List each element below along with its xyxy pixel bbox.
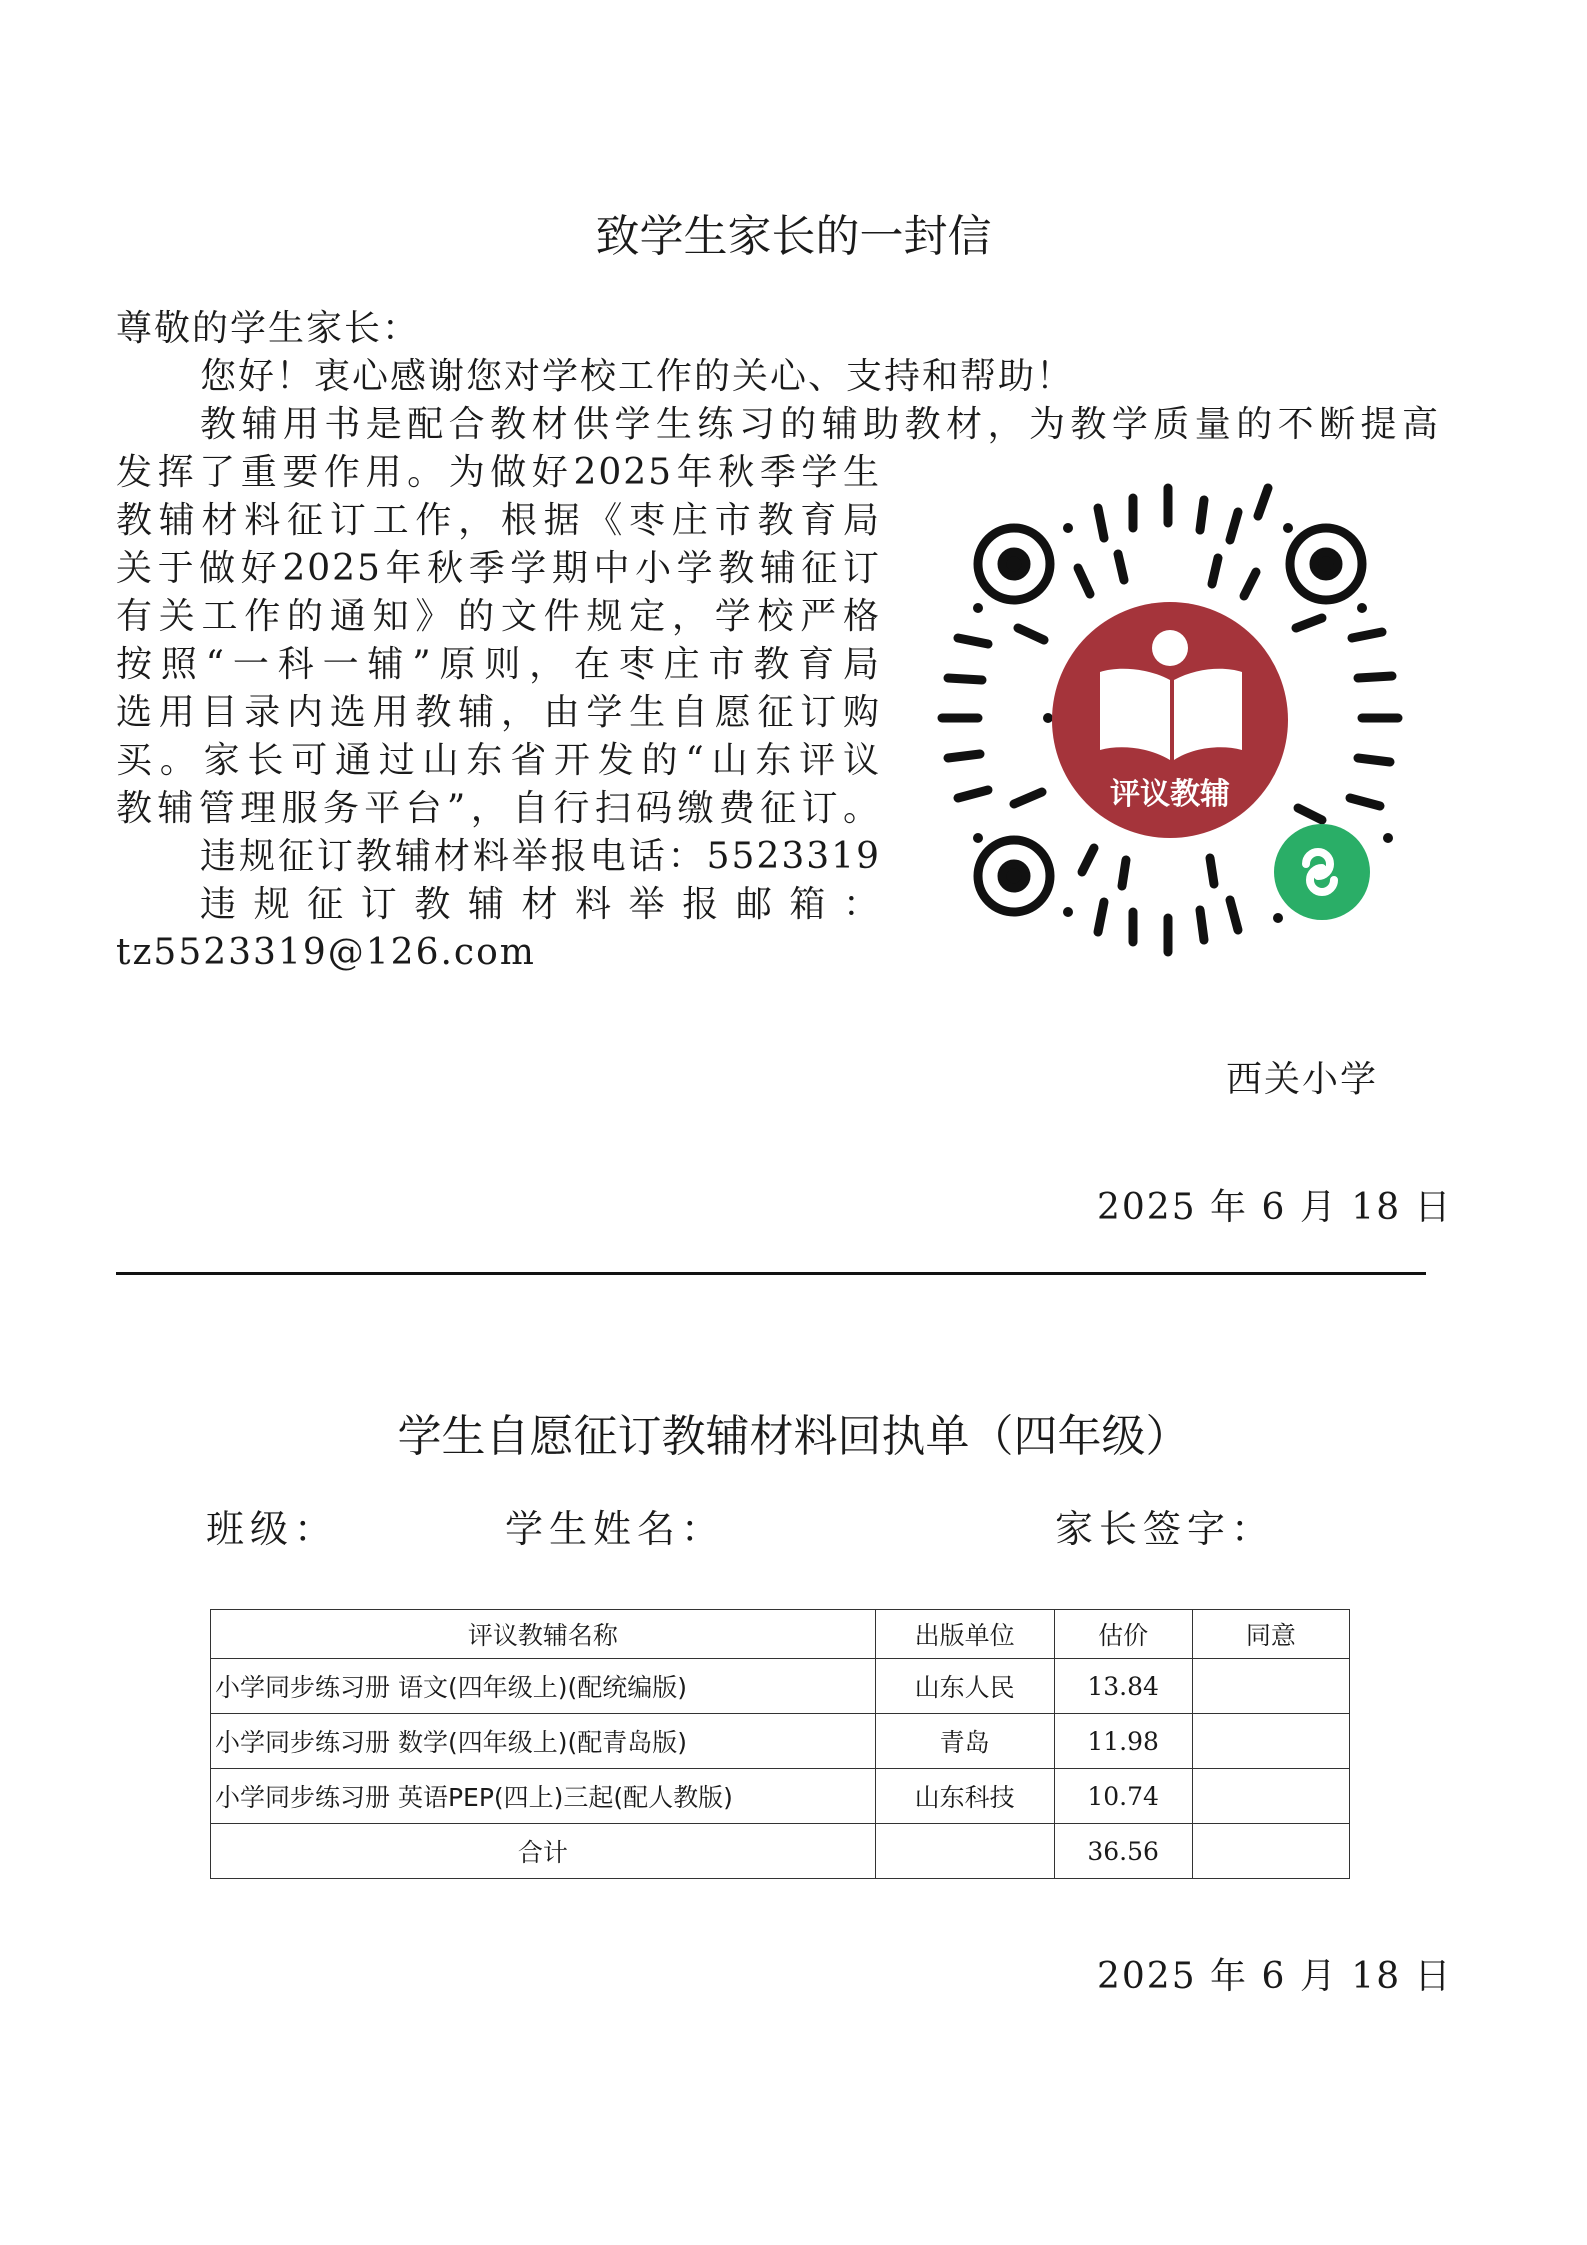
report-phone: 违规征订教辅材料举报电话：5523319 <box>200 836 881 877</box>
total-price: 36.56 <box>1054 1824 1192 1879</box>
col-header-name: 评议教辅名称 <box>211 1610 876 1659</box>
salutation: 尊敬的学生家长： <box>116 308 421 349</box>
agree-cell[interactable] <box>1192 1769 1349 1824</box>
student-name-label: 学生姓名： <box>505 1507 726 1551</box>
letter-title: 致学生家长的一封信 <box>595 211 992 262</box>
letter-date: 2025 年 6 月 18 日 <box>1097 1187 1453 1228</box>
badge-text: 评议教辅 <box>1110 777 1230 812</box>
report-email: tz5523319@126.com <box>116 932 536 973</box>
body-line: 按照“一科一辅”原则，在枣庄市教育局 <box>116 644 881 685</box>
body-line: 发挥了重要作用。为做好2025年秋季学生 <box>116 452 881 493</box>
publisher: 山东科技 <box>875 1769 1054 1824</box>
price: 13.84 <box>1054 1659 1192 1714</box>
receipt-date: 2025 年 6 月 18 日 <box>1097 1956 1453 1997</box>
letter-body <box>116 449 881 977</box>
mini-program-code[interactable] <box>918 468 1422 972</box>
parent-signature-label: 家长签字： <box>1055 1507 1276 1551</box>
divider <box>116 1272 1426 1275</box>
table-row <box>211 1659 1350 1714</box>
table-header-row <box>211 1610 1350 1659</box>
book-name: 小学同步练习册 数学(四年级上)(配青岛版) <box>211 1714 876 1769</box>
body-line: 关于做好2025年秋季学期中小学教辅征订 <box>116 548 881 589</box>
report-email-label: 违规征订教辅材料举报邮箱： <box>200 884 881 925</box>
table-row <box>211 1714 1350 1769</box>
price: 11.98 <box>1054 1714 1192 1769</box>
body-line: 买。家长可通过山东省开发的“山东评议 <box>116 740 881 781</box>
school-name: 西关小学 <box>1226 1059 1379 1100</box>
total-publisher <box>875 1824 1054 1879</box>
body-line: 有关工作的通知》的文件规定，学校严格 <box>116 596 881 637</box>
receipt-table <box>210 1609 1350 1879</box>
body-line: 教辅材料征订工作，根据《枣庄市教育局 <box>116 500 881 541</box>
receipt-title: 学生自愿征订教辅材料回执单（四年级） <box>397 1411 1190 1462</box>
col-header-agree: 同意 <box>1192 1610 1349 1659</box>
book-name: 小学同步练习册 语文(四年级上)(配统编版) <box>211 1659 876 1714</box>
greeting: 您好！衷心感谢您对学校工作的关心、支持和帮助！ <box>200 356 1075 397</box>
col-header-publisher: 出版单位 <box>875 1610 1054 1659</box>
total-label: 合计 <box>211 1824 876 1879</box>
body-first-line: 教辅用书是配合教材供学生练习的辅助教材，为教学质量的不断提高 <box>200 404 1440 445</box>
book-name: 小学同步练习册 英语PEP(四上)三起(配人教版) <box>211 1769 876 1824</box>
publisher: 青岛 <box>875 1714 1054 1769</box>
price: 10.74 <box>1054 1769 1192 1824</box>
publisher: 山东人民 <box>875 1659 1054 1714</box>
total-agree <box>1192 1824 1349 1879</box>
body-line: 选用目录内选用教辅，由学生自愿征订购 <box>116 692 881 733</box>
total-row <box>211 1824 1350 1879</box>
body-line: 教辅管理服务平台”，自行扫码缴费征订。 <box>116 788 881 829</box>
agree-cell[interactable] <box>1192 1714 1349 1769</box>
table-row <box>211 1769 1350 1824</box>
class-label: 班级： <box>206 1507 339 1551</box>
agree-cell[interactable] <box>1192 1659 1349 1714</box>
col-header-price: 估价 <box>1054 1610 1192 1659</box>
